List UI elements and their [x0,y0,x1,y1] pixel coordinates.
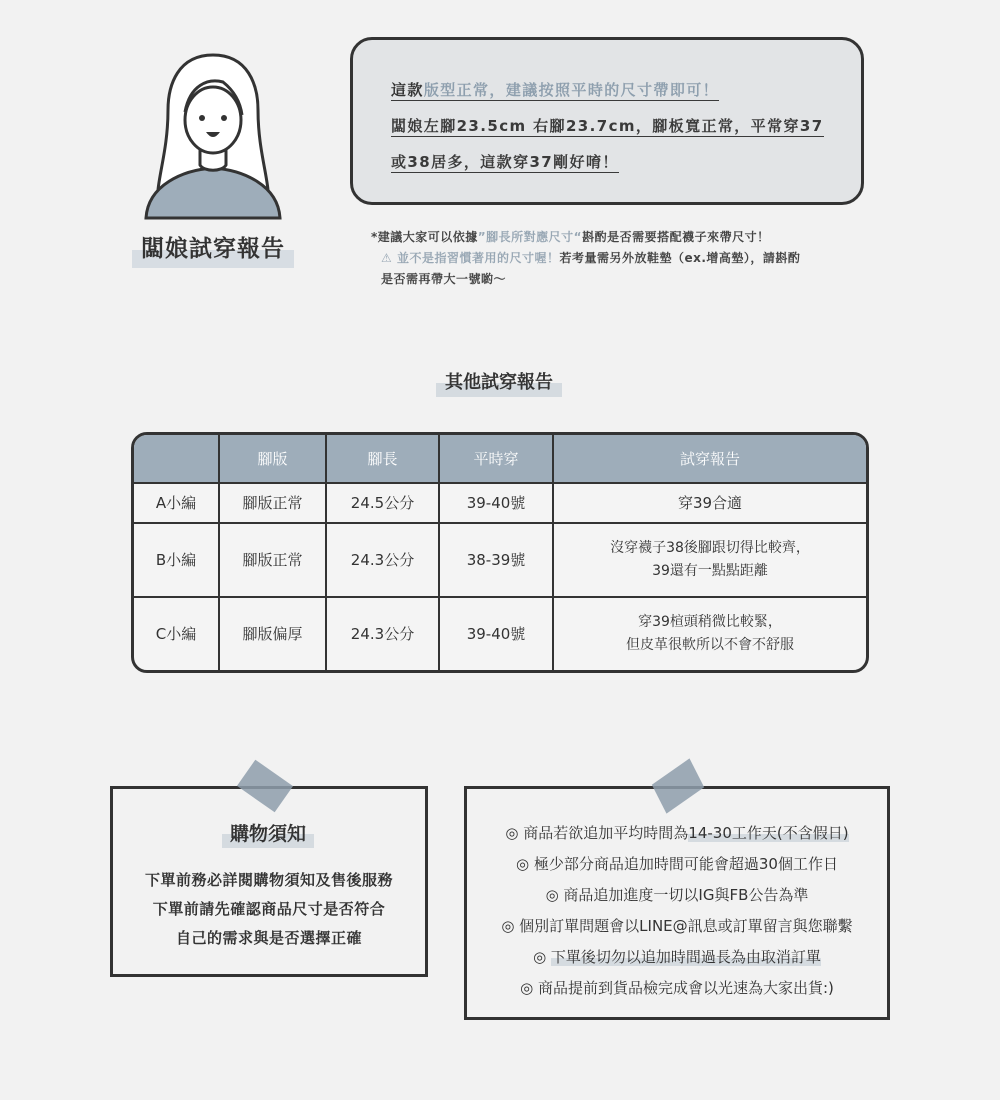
boss-avatar [138,50,288,220]
table-row [134,523,866,597]
list-item: ◎ 下單後切勿以追加時間過長為由取消訂單 [533,948,821,966]
list-item: ◎ 極少部分商品追加時間可能會超過30個工作日 [516,855,838,873]
list-item: ◎ 商品若欲追加平均時間為14-30工作天(不含假日) [505,824,849,842]
usual-size: 38-39號 [439,523,553,597]
list-item: ◎ 商品提前到貨品檢完成會以光速為大家出貨:) [520,979,834,997]
table-header-cell: 腳長 [326,435,439,483]
size-note: *建議大家可以依據”腳長所對應尺寸“斟酌是否需要搭配襪子來帶尺寸！ ⚠ 並不是指習慣著用的尺寸喔！若考量需另外放鞋墊（ex.增高墊），請斟酌 是否需再帶大一號喲～ [371,230,801,286]
foot-type: 腳版偏厚 [219,597,326,670]
table-row [134,483,866,523]
purchase-notice-text: 下單前務必詳閱購物須知及售後服務 下單前請先確認商品尺寸是否符合 自己的需求與是否選擇正確 [144,871,393,947]
fit-report: 穿39楦頭稍微比較緊， 但皮革很軟所以不會不舒服 [626,614,794,654]
woman-illustration-icon [138,50,288,220]
speech-line-3: 或38居多，這款穿37剛好唷！ [391,153,619,171]
foot-length: 24.3公分 [326,523,439,597]
speech-line-2: 闆娘左腳23.5cm 右腳23.7cm，腳板寬正常，平常穿37 [391,117,824,135]
staff-name: B小編 [134,523,219,597]
other-reports-title: 其他試穿報告 [436,368,562,398]
foot-type: 腳版正常 [219,523,326,597]
fit-report: 沒穿襪子38後腳跟切得比較齊， 39還有一點點距離 [553,523,866,597]
list-item: ◎ 商品追加進度一切以IG與FB公告為準 [545,886,809,904]
staff-name: A小編 [134,483,219,523]
table-header-cell: 腳版 [219,435,326,483]
table-header-cell: 平時穿 [439,435,553,483]
boss-speech-bubble [350,37,864,205]
speech-line-1: 這款版型正常，建議按照平時的尺寸帶即可！ [391,81,720,99]
purchase-notice-title: 購物須知 [222,819,314,849]
usual-size: 39-40號 [439,597,553,670]
foot-length: 24.3公分 [326,597,439,670]
table-header-row [134,435,866,483]
table-header-cell [134,435,219,483]
foot-type: 腳版正常 [219,483,326,523]
usual-size: 39-40號 [439,483,553,523]
boss-report-title: 闆娘試穿報告 [132,230,294,268]
table-header-cell: 試穿報告 [553,435,866,483]
staff-name: C小編 [134,597,219,670]
list-item: ◎ 個別訂單問題會以LINE@訊息或訂單留言與您聯繫 [501,917,853,935]
restock-notice-list [467,818,887,1004]
table-row [134,597,866,670]
warning-icon: ⚠ [381,251,393,265]
fit-report: 穿39合適 [553,483,866,523]
fitting-report-table [131,432,869,673]
foot-length: 24.5公分 [326,483,439,523]
